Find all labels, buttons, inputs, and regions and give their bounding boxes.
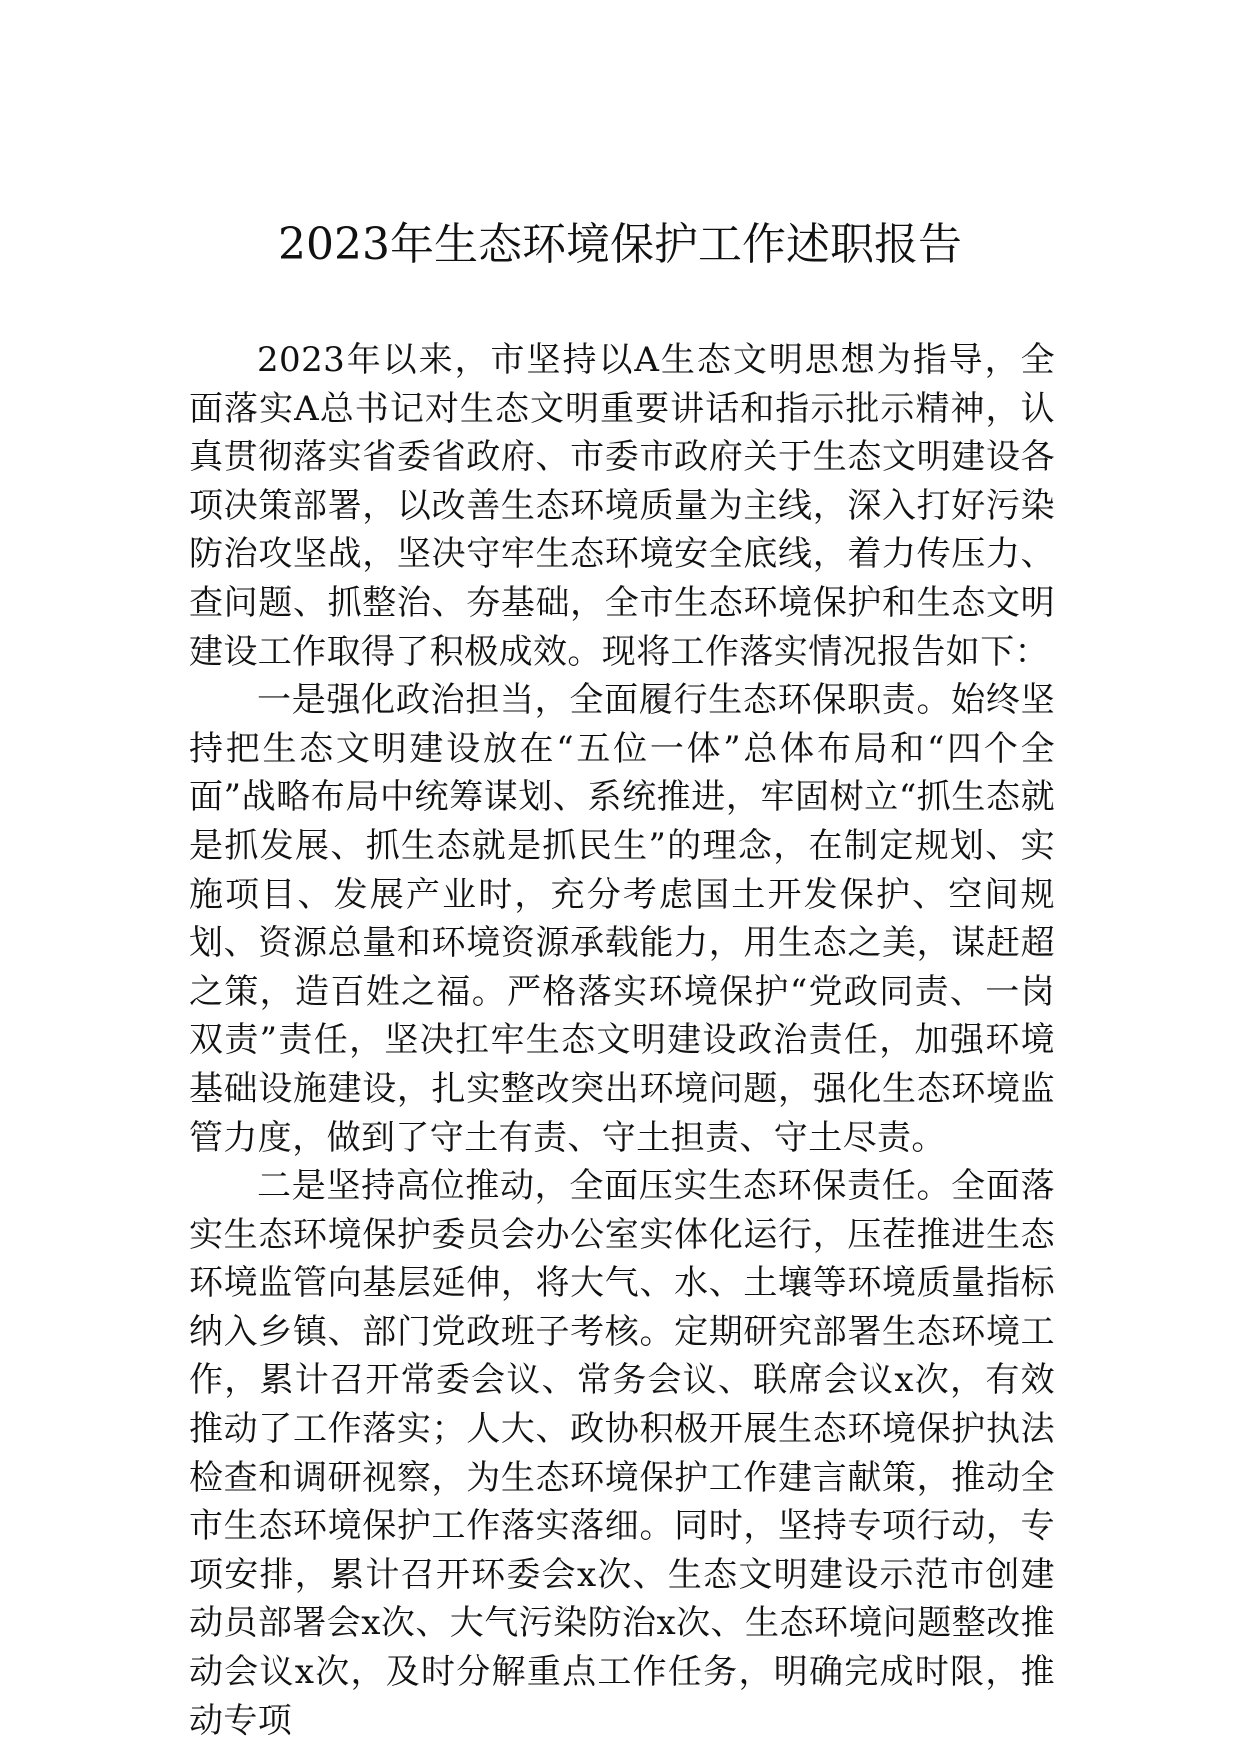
document-body (189, 336, 1055, 1745)
document-title: 2023年生态环境保护工作述职报告 (278, 219, 962, 270)
paragraph-section-2: 二是坚持高位推动，全面压实生态环保责任。全面落实生态环境保护委员会办公室实体化运行，压茬推进生态环境监管向基层延伸，将大气、水、土壤等环境质量指标纳入乡镇、部门党政班子考核。定期研究部署生态环境工作，累计召开常委会议、常务会议、联席会议x次，有效推动了工作落实；人大、政协积极开展生态环境保护执法检查和调研视察，为生态环境保护工作建言献策，推动全市生态环境保护工作落实落细。同时，坚持专项行动，专项安排，累计召开环委会x次、生态文明建设示范市创建动员部署会x次、大气污染防治x次、生态环境问题整改推动会议x次，及时分解重点工作任务，明确完成时限，推动专项 (189, 1166, 1055, 1741)
paragraph-section-1: 一是强化政治担当，全面履行生态环保职责。始终坚持把生态文明建设放在“五位一体”总体布局和“四个全面”战略布局中统筹谋划、系统推进，牢固树立“抓生态就是抓发展、抓生态就是抓民生”的理念，在制定规划、实施项目、发展产业时，充分考虑国土开发保护、空间规划、资源总量和环境资源承载能力，用生态之美，谋赶超之策，造百姓之福。严格落实环境保护“党政同责、一岗双责”责任，坚决扛牢生态文明建设政治责任，加强环境基础设施建设，扎实整改突出环境问题，强化生态环境监管力度，做到了守土有责、守土担责、守土尽责。 (189, 680, 1055, 1158)
paragraph-intro: 2023年以来，市坚持以A生态文明思想为指导，全面落实A总书记对生态文明重要讲话和指示批示精神，认真贯彻落实省委省政府、市委市政府关于生态文明建设各项决策部署，以改善生态环境质量为主线，深入打好污染防治攻坚战，坚决守牢生态环境安全底线，着力传压力、查问题、抓整治、夯基础，全市生态环境保护和生态文明建设工作取得了积极成效。现将工作落实情况报告如下： (189, 340, 1055, 672)
